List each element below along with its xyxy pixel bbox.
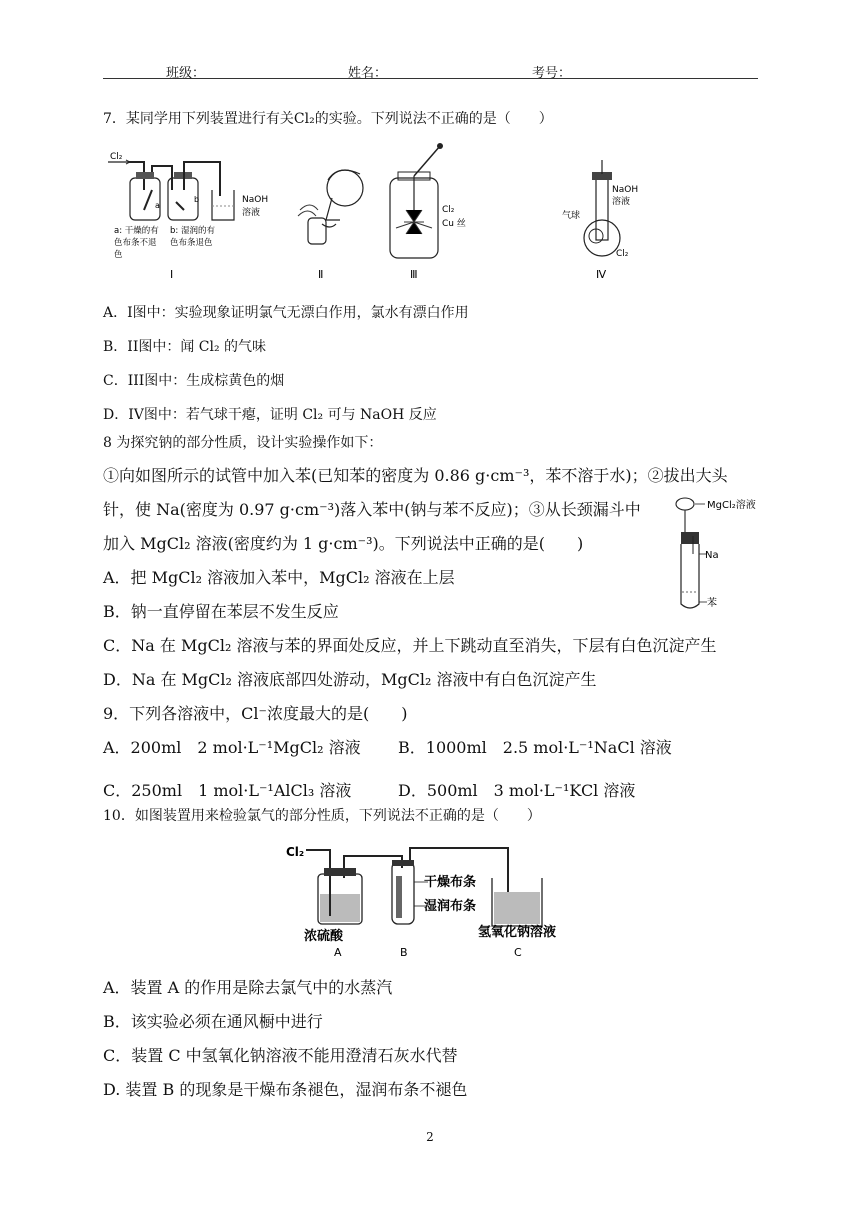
- q7-roman-1: Ⅰ: [170, 268, 174, 281]
- header-rule: [103, 78, 758, 79]
- q8-option-c: C．Na 在 MgCl₂ 溶液与苯的界面处反应，并上下跳动直至消失，下层有白色沉淀产生: [103, 636, 717, 655]
- q7-balloon: 气球: [562, 211, 581, 221]
- q8-line-1: ①向如图所示的试管中加入苯(已知苯的密度为 0.86 g·cm⁻³，苯不溶于水)；②拔出大头: [103, 466, 728, 485]
- q8-figure: [665, 492, 770, 617]
- q7-mark-a: a: [155, 201, 160, 210]
- q7-cl2-flask: Cl₂: [616, 249, 629, 259]
- q10-acid-label: 浓硫酸: [304, 929, 344, 944]
- q7-caption-b2: 色布条退色: [170, 238, 213, 248]
- name-label: 姓名：: [348, 66, 388, 81]
- q9-option-a: A．200ml 2 mol·L⁻¹MgCl₂ 溶液: [103, 738, 361, 757]
- q9-option-b: B．1000ml 2.5 mol·L⁻¹NaCl 溶液: [398, 738, 672, 757]
- q10-label-c: C: [514, 946, 522, 959]
- q7-option-c: C．III图中：生成棕黄色的烟: [103, 373, 285, 389]
- q7-figure: [100, 140, 680, 285]
- q7-roman-2: Ⅱ: [318, 268, 324, 281]
- q8-option-d: D．Na 在 MgCl₂ 溶液底部四处游动，MgCl₂ 溶液中有白色沉淀产生: [103, 670, 597, 689]
- exam-id-label: 考号：: [532, 66, 572, 81]
- q7-option-a: A．I图中：实验现象证明氯气无漂白作用，氯水有漂白作用: [103, 305, 469, 321]
- q7-stem: 7．某同学用下列装置进行有关Cl₂的实验。下列说法不正确的是（ ）: [103, 111, 553, 127]
- q8-stem: 8 为探究钠的部分性质，设计实验操作如下：: [103, 435, 383, 451]
- q7-cl2-inlet: Cl₂: [110, 152, 123, 162]
- q8-benzene-label: 苯: [707, 598, 717, 609]
- q10-naoh-label: 氢氧化钠溶液: [478, 925, 557, 940]
- q10-option-c: C．装置 C 中氢氧化钠溶液不能用澄清石灰水代替: [103, 1046, 458, 1065]
- q8-option-a: A．把 MgCl₂ 溶液加入苯中，MgCl₂ 溶液在上层: [103, 568, 455, 587]
- page-number: 2: [426, 1130, 434, 1144]
- q7-roman-3: Ⅲ: [410, 268, 418, 281]
- q10-stem: 10．如图装置用来检验氯气的部分性质，下列说法不正确的是（ ）: [103, 808, 541, 824]
- q9-option-c: C．250ml 1 mol·L⁻¹AlCl₃ 溶液: [103, 781, 352, 800]
- q10-option-a: A．装置 A 的作用是除去氯气中的水蒸汽: [103, 978, 393, 997]
- q10-wet-cloth: 湿润布条: [424, 899, 477, 914]
- q8-na-label: Na: [705, 550, 719, 561]
- q7-mark-b: b: [194, 195, 200, 204]
- q10-option-b: B．该实验必须在通风橱中进行: [103, 1012, 323, 1031]
- q10-label-b: B: [400, 946, 408, 959]
- class-label: 班级：: [166, 66, 206, 81]
- q8-option-b: B．钠一直停留在苯层不发生反应: [103, 602, 339, 621]
- q7-cl2-jar: Cl₂: [442, 205, 455, 215]
- q10-dry-cloth: 干燥布条: [424, 875, 477, 890]
- q9-stem: 9．下列各溶液中，Cl⁻浓度最大的是( ): [103, 704, 408, 723]
- page-header: [0, 0, 860, 80]
- q10-option-d: D. 装置 B 的现象是干燥布条褪色，湿润布条不褪色: [103, 1080, 468, 1099]
- q7-cu-wire: Cu 丝: [442, 219, 466, 229]
- q8-line-2: 针，使 Na(密度为 0.97 g·cm⁻³)落入苯中(钠与苯不反应)；③从长颈漏斗中: [103, 500, 641, 519]
- q7-naoh4-2: 溶液: [612, 197, 631, 207]
- q7-naoh4-1: NaOH: [612, 185, 639, 195]
- q7-caption-a2: 色布条不退: [114, 238, 157, 248]
- q7-caption-a3: 色: [114, 250, 123, 260]
- q7-option-b: B．II图中：闻 Cl₂ 的气味: [103, 339, 267, 355]
- q7-caption-a1: a: 干燥的有: [114, 226, 159, 236]
- q10-cl2-label: Cl₂: [286, 845, 305, 859]
- q8-mgcl2-label: MgCl₂溶液: [707, 500, 756, 511]
- q7-naoh-2: 溶液: [242, 208, 261, 218]
- q7-option-d: D．IV图中：若气球干瘪，证明 Cl₂ 可与 NaOH 反应: [103, 407, 437, 423]
- q10-label-a: A: [334, 946, 342, 959]
- q7-roman-4: Ⅳ: [596, 268, 607, 281]
- q8-line-3: 加入 MgCl₂ 溶液(密度约为 1 g·cm⁻³)。下列说法中正确的是( ): [103, 534, 584, 553]
- q10-figure: [280, 838, 590, 960]
- q7-caption-b1: b: 湿润的有: [170, 226, 215, 236]
- q9-option-d: D．500ml 3 mol·L⁻¹KCl 溶液: [398, 781, 636, 800]
- q7-naoh-1: NaOH: [242, 195, 269, 205]
